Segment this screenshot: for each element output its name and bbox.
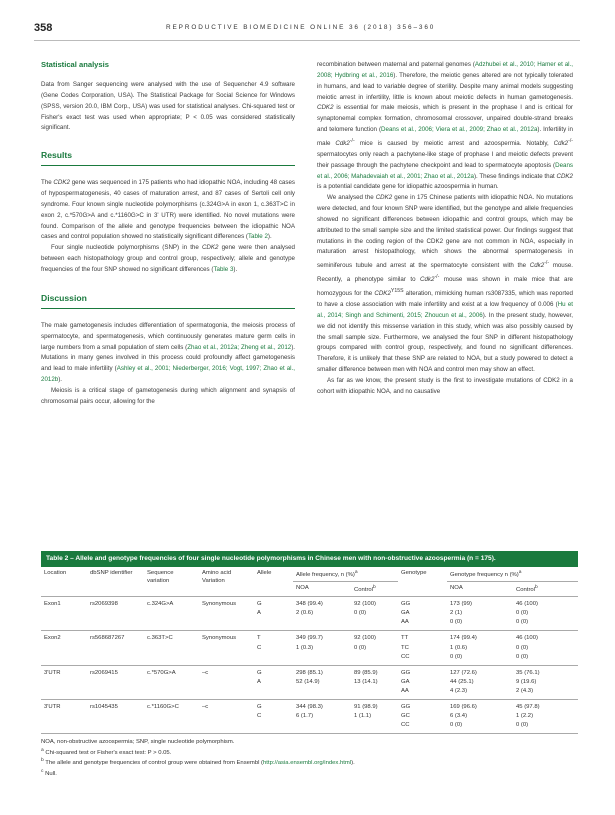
table-cell — [199, 687, 254, 700]
table-cell: GC — [401, 713, 410, 720]
table-cell: 1 (0.6) — [450, 644, 468, 651]
table-cell: 0 (0) — [513, 653, 578, 666]
table-row — [41, 597, 578, 610]
table-note: $^c$ Null. — [41, 768, 57, 777]
table-cell: –c — [202, 703, 209, 710]
table-cell: 91 (98.9) — [354, 703, 378, 710]
table-note: NOA, non-obstructive azoospermia; SNP, single nucleotide polymorphism. — [41, 739, 235, 746]
table-cell — [41, 644, 87, 653]
results-paragraph-2: Four single nucleotide polymorphisms (SNP) in the CDK2 gene were then analysed between each histopathology group and control group, respectively; allele and genotype frequencies of the four SNP showed no significant differences (Table 3). — [41, 244, 295, 273]
citation-link[interactable]: Ashley et al., 2001; Niederberger, 2016; Vogt, 1997; Zhao et al., 2012b — [41, 365, 295, 384]
table-cell — [199, 644, 254, 653]
table-cell — [254, 618, 293, 631]
table-cell: C — [257, 644, 262, 651]
table-cell — [351, 653, 398, 666]
table-cell — [144, 653, 199, 666]
table-cell — [87, 712, 144, 721]
column-header: Allele frequency, n (%)$^a$ — [293, 567, 398, 581]
table-cell: rs568687267 — [90, 635, 125, 642]
table-cell — [87, 687, 144, 700]
table-cell — [199, 721, 254, 734]
table-cell: Synonymous — [202, 635, 237, 642]
table-cell: 0 (0) — [354, 644, 367, 651]
table-cell — [351, 687, 398, 700]
table-cell: 44 (25.1) — [450, 678, 474, 685]
table-cell: 0 (0) — [513, 618, 578, 631]
table-cell: 2 (1) — [450, 610, 463, 617]
table-cell: TC — [401, 644, 409, 651]
table-cell — [87, 644, 144, 653]
table-cell: GG — [401, 669, 411, 676]
table-cell: Synonymous — [202, 601, 237, 608]
column-header: Control$^b$ — [513, 582, 578, 597]
table-cell: CC — [398, 721, 447, 734]
table-cell: AA — [398, 618, 447, 631]
right-column — [317, 60, 573, 398]
discussion-heading: Discussion — [41, 293, 295, 309]
table-cell — [293, 618, 351, 631]
table-cell: 2 (0.6) — [296, 610, 314, 617]
column-header: NOA — [447, 582, 513, 597]
table-cell: 0 (0) — [516, 644, 529, 651]
journal-title: REPRODUCTIVE BIOMEDICINE ONLINE 36 (2018) 356–360 — [166, 24, 436, 31]
table-cell: G — [257, 669, 262, 676]
table-row — [41, 687, 578, 700]
table-cell — [41, 609, 87, 618]
table-cell: 6 (3.4) — [450, 713, 468, 720]
table-cell: 46 (100) — [516, 635, 538, 642]
table-row — [41, 631, 578, 644]
table-cell: 52 (14.9) — [296, 678, 320, 685]
table-cell — [144, 644, 199, 653]
table-row — [41, 712, 578, 721]
table-cell: 3'UTR — [44, 703, 61, 710]
table-cell: A — [257, 678, 261, 685]
table-row — [41, 644, 578, 653]
table-cell: A — [257, 610, 261, 617]
table-cell: 46 (100) — [516, 601, 538, 608]
table-cell: 89 (85.9) — [354, 669, 378, 676]
table-cell: 169 (96.6) — [450, 703, 477, 710]
table-cell — [351, 618, 398, 631]
table-cell: 174 (99.4) — [450, 635, 477, 642]
table-cell: c.363T>C — [147, 635, 173, 642]
table-cell — [144, 721, 199, 734]
table-cell: 127 (72.6) — [450, 669, 477, 676]
table-cell: 0 (0) — [513, 721, 578, 734]
statistical-analysis-text: Data from Sanger sequencing were analysed with the use of Sequencher 4.9 software (Gene Codes Corporation, USA). The Statistical Package for Social Science for Windows (SPSS, version 20.0, IBM Corp., USA) was used for statistical analyses. Chi-squared test or Fisher's exact test was used when appropriate; P < 0.05 was considered statistically significant. — [41, 81, 295, 132]
table-cell — [87, 609, 144, 618]
table-cell — [87, 653, 144, 666]
table-cell: rs2069415 — [90, 669, 118, 676]
table-cell — [199, 618, 254, 631]
table-cell: GG — [401, 703, 411, 710]
table-row — [41, 699, 578, 712]
table-cell: 0 (0) — [354, 610, 367, 617]
citation-link[interactable]: Zhao et al., 2012a; Zheng et al., 2012 — [187, 343, 292, 351]
table-cell: G — [257, 703, 262, 710]
table-cell — [41, 618, 87, 631]
table-cell — [144, 712, 199, 721]
citation-link[interactable]: Adzhubei et al., 2010; Hamer et al., 2008; Hydbring et al., 2016 — [317, 61, 573, 79]
table-2-link[interactable]: Table 2 — [247, 233, 268, 241]
table-cell: 13 (14.1) — [354, 678, 378, 685]
table-cell — [293, 687, 351, 700]
table-cell — [87, 721, 144, 734]
table-cell — [293, 653, 351, 666]
column-header: Sequence variation — [144, 567, 199, 596]
citation-link[interactable]: Deans et al., 2006; Mahadevaiah et al., 2001; Zhao et al., 2012a — [317, 161, 573, 180]
page-number: 358 — [34, 22, 53, 34]
table-cell: 0 (0) — [516, 610, 529, 617]
column-header: Amino acid Variation — [199, 567, 254, 596]
table-row — [41, 618, 578, 631]
table-cell: GA — [401, 610, 410, 617]
table-2-grid — [41, 567, 578, 734]
table-cell: 35 (76.1) — [516, 669, 540, 676]
table-cell — [41, 678, 87, 687]
table-row — [41, 665, 578, 678]
discussion-paragraph-1: The male gametogenesis includes differentiation of spermatogonia, the meiosis process of spermatocyte, and spermatogenesis, which continuously generates mature germ cells in large numbers from a small population of stem cells (Zhao et al., 2012a; Zheng et al., 2012). Mutations in many genes involved in this process could profoundly affect gametogenesis and lead to male infertility (Ashley et al., 2001; Niederberger, 2016; Vogt, 1997; Zhao et al., 2012b). — [41, 321, 295, 384]
citation-link[interactable]: Hu et al., 2014; Singh and Schimenti, 2015; Zhoucun et al., 2006 — [317, 300, 573, 319]
table-cell: 1 (2.2) — [516, 713, 534, 720]
table-cell: c.*1160G>C — [147, 703, 179, 710]
table-caption: Table 2 – Allele and genotype frequencies of four single nucleotide polymorphisms in Chinese men with non-obstructive azoospermia (n = 175). — [41, 551, 578, 567]
table-cell: TT — [401, 635, 409, 642]
table-cell: 6 (1.7) — [296, 713, 314, 720]
table-cell: rs1045435 — [90, 703, 118, 710]
table-cell — [254, 653, 293, 666]
table-cell — [144, 609, 199, 618]
column-header: dbSNP identifier — [87, 567, 144, 596]
table-note: $^a$ Chi-squared test or Fisher's exact test: P > 0.05. — [41, 747, 172, 756]
table-cell: 0 (0) — [447, 721, 513, 734]
header-rule — [34, 40, 580, 41]
table-2 — [41, 551, 578, 779]
table-cell — [199, 712, 254, 721]
table-cell: rs2069398 — [90, 601, 118, 608]
column-header: Allele — [254, 567, 293, 596]
table-cell: Exon1 — [44, 601, 61, 608]
right-paragraph-2: We analysed the CDK2 gene in 175 Chinese patients with idiopathic NOA. No mutations were detected, and four known SNP were identified, but the genotype and allele frequencies showed no significant differences between idiopathic and control groups, which may be attributed to the small sample size and the limited statistical power. Our findings suggest that mutations in the coding region of the CDK2 gene are not common in NOA, especially in maturation arrest histopathology, which shows the abnormal spermatogenesis in seminiferous tubule and arrest at the spermatocyte consistent with the Cdk2-/- mouse. Recently, a phenotype similar to Cdk2-/- mouse was shown in male mice that are homozygous for the $CDK2^{Y15S}$ alteration, mimicking human rs3087335, which was reported to have a close association with male infertility and exist at a low frequency of 0.006 (Hu et al., 2014; Singh and Schimenti, 2015; Zhoucun et al., 2006). In the present study, however, we did not identify this missense variation in this study, which was also possibly caused by the small sample size. Furthermore, we analysed the four SNP in different histopathology groups compared with control group, respectively, and found no significant differences. Therefore, it is unlikely that these SNP are related to NOA, but a study powered to detect a smaller difference between men with NOA and control men may show an effect. — [317, 194, 574, 374]
table-cell — [351, 721, 398, 734]
table-cell: 298 (85.1) — [296, 669, 323, 676]
table-cell — [254, 687, 293, 700]
table-cell: –c — [202, 669, 209, 676]
table-cell — [144, 678, 199, 687]
table-cell: AA — [398, 687, 447, 700]
table-cell: 9 (19.6) — [516, 678, 537, 685]
table-cell — [293, 721, 351, 734]
results-heading: Results — [41, 150, 295, 166]
table-cell — [41, 687, 87, 700]
table-cell — [199, 609, 254, 618]
table-cell: T — [257, 635, 261, 642]
table-cell: 45 (97.8) — [516, 703, 540, 710]
right-paragraph-3: As far as we know, the present study is the first to investigate mutations of CDK2 in a cohort with idiopathic NOA, and no causative — [317, 376, 573, 395]
table-note: $^b$ The allele and genotype frequencies of control group were obtained from Ensembl (http://asia.ensembl.org/index.html). — [41, 758, 355, 767]
table-row — [41, 721, 578, 734]
table-cell: 1 (0.3) — [296, 644, 314, 651]
table-cell: 173 (99) — [450, 601, 472, 608]
table-cell — [41, 653, 87, 666]
table-cell: 0 (0) — [447, 618, 513, 631]
table-notes — [41, 738, 578, 778]
table-cell: CC — [398, 653, 447, 666]
column-header: Genotype — [398, 567, 447, 596]
column-header: NOA — [293, 582, 351, 597]
table-cell: C — [257, 713, 262, 720]
table-cell: Exon2 — [44, 635, 61, 642]
discussion-paragraph-2: Meiosis is a critical stage of gametogenesis during which alignment and synapsis of chromosomal pairs occur, allowing for the — [41, 386, 295, 405]
table-cell: 349 (99.7) — [296, 635, 323, 642]
table-cell — [41, 712, 87, 721]
table-cell — [199, 653, 254, 666]
right-paragraph-1: recombination between maternal and paternal genomes (Adzhubei et al., 2010; Hamer et al., 2008; Hydbring et al., 2016). Therefore, the meiotic genes altered are not typically tolerated in humans, and lead to variable degree of sterility. Despite many animal models suggesting meiotic arrest in infertility, little is known about meiotic defects in human gametogenesis. CDK2 is essential for male meiosis, which is present in the prophase I and is critical for synaptonemal complex formation, chromosomal crossover, unpaired double-strand breaks and telomere function (Deans et al., 2006; Viera et al., 2009; Zhao et al., 2012a). Infertility in male Cdk2-/- mice is caused by meiotic arrest and azoospermia. Notably, Cdk2-/- spermatocytes only reach a pachytene-like stage of prophase I and meiotic defects prevent their passage through the pachytene checkpoint and lead to spermatocyte apoptosis (Deans et al., 2006; Mahadevaiah et al., 2001; Zhao et al., 2012a). These findings indicate that CDK2 is a potential candidate gene for idiopathic azoospermia in human. — [317, 61, 573, 191]
citation-link[interactable]: Deans et al., 2006; Viera et al., 2009; Zhao et al., 2012a — [381, 126, 538, 134]
table-cell: 0 (0) — [447, 653, 513, 666]
ensembl-link[interactable]: http://asia.ensembl.org/index.html — [263, 760, 352, 767]
table-cell: 344 (98.3) — [296, 703, 323, 710]
table-cell: 3'UTR — [44, 669, 61, 676]
table-cell: 348 (99.4) — [296, 601, 323, 608]
table-cell — [254, 721, 293, 734]
table-row — [41, 653, 578, 666]
table-cell: 1 (1.1) — [354, 713, 372, 720]
table-cell: 4 (2.3) — [447, 687, 513, 700]
running-header — [34, 22, 580, 38]
left-column — [41, 60, 295, 408]
statistical-analysis-heading: Statistical analysis — [41, 60, 109, 69]
column-header: Control$^b$ — [351, 582, 398, 597]
table-cell — [87, 618, 144, 631]
table-cell: 92 (100) — [354, 635, 376, 642]
table-cell: G — [257, 601, 262, 608]
table-cell — [41, 721, 87, 734]
table-cell: GG — [401, 601, 411, 608]
table-cell — [87, 678, 144, 687]
table-cell: GA — [401, 678, 410, 685]
table-cell: 92 (100) — [354, 601, 376, 608]
results-paragraph-1: The CDK2 gene was sequenced in 175 patients who had idiopathic NOA, including 48 cases of hypospermatogenesis, 40 cases of maturation arrest, and 87 cases of Sertoli cell only syndrome. Four known single nucleotide polymorphisms (c.324G>A in exon 1, c.363T>C in exon 2, c.*570G>A and c.*1160G>C in 3' UTR) were identified. No novel mutations were found. Comparison of the allele and genotype frequencies between the idiopathic NOA cases and control population showed no statistically significant differences (Table 2). — [41, 179, 295, 241]
table-cell — [144, 618, 199, 631]
table-cell: 2 (4.3) — [513, 687, 578, 700]
table-cell — [144, 687, 199, 700]
table-row — [41, 678, 578, 687]
column-header: Location — [41, 567, 87, 596]
table-3-link[interactable]: Table 3 — [213, 265, 234, 273]
table-cell: c.*570G>A — [147, 669, 176, 676]
table-cell — [199, 678, 254, 687]
table-row — [41, 609, 578, 618]
table-cell: c.324G>A — [147, 601, 174, 608]
column-header: Genotype frequency n (%)$^a$ — [447, 567, 578, 581]
